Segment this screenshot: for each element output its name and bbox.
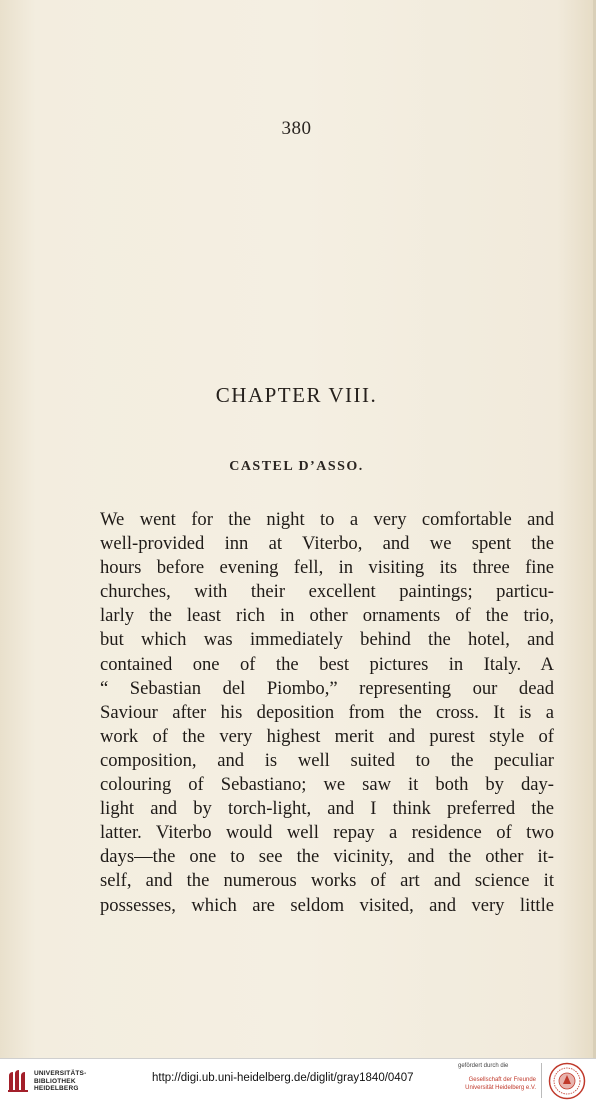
chapter-heading: CHAPTER VIII. bbox=[215, 383, 378, 407]
text-line: We went for the night to a very comfortable and bbox=[100, 509, 554, 530]
text-line: latter. Viterbo would well repay a residence of two bbox=[100, 822, 554, 844]
library-name-line: BIBLIOTHEK bbox=[34, 1077, 76, 1085]
text-line: “ Sebastian del Piombo,” representing our dead bbox=[100, 677, 554, 699]
sponsor-credit bbox=[448, 1062, 540, 1092]
sponsor-label: gefördert durch die bbox=[458, 1063, 509, 1069]
library-logo-icon bbox=[6, 1068, 32, 1094]
body-paragraph bbox=[100, 508, 554, 918]
page-number: 380 bbox=[281, 118, 312, 139]
text-line: light and by torch-light, and I think preferred the bbox=[100, 798, 554, 820]
footer-divider bbox=[541, 1063, 542, 1098]
sponsor-name-line: Universität Heidelberg e.V. bbox=[465, 1085, 536, 1091]
sponsor-name-line: Gesellschaft der Freunde bbox=[468, 1077, 536, 1083]
text-line: possesses, which are seldom visited, and very little bbox=[100, 894, 554, 916]
section-title: CASTEL D’ASSO. bbox=[229, 459, 364, 474]
text-line: composition, and is well suited to the peculiar bbox=[100, 749, 554, 771]
text-line: work of the very highest merit and purest style of bbox=[100, 725, 554, 747]
library-name-line: HEIDELBERG bbox=[34, 1085, 79, 1092]
text-line: colouring of Sebastiano; we saw it both by day- bbox=[100, 774, 554, 796]
digitization-footer bbox=[0, 1058, 596, 1102]
library-name bbox=[34, 1070, 86, 1093]
text-line: larly the least rich in other ornaments of the trio, bbox=[100, 605, 554, 627]
text-line: self, and the numerous works of art and science it bbox=[100, 870, 554, 892]
text-line: well-provided inn at Viterbo, and we spent the bbox=[100, 533, 554, 555]
university-seal-icon bbox=[548, 1062, 586, 1100]
library-name-line: UNIVERSITÄTS- bbox=[34, 1070, 87, 1077]
text-line: days—the one to see the vicinity, and the other it- bbox=[100, 846, 554, 868]
text-line: hours before evening fell, in visiting its three fine bbox=[100, 557, 554, 579]
permalink-url[interactable]: http://digi.ub.uni-heidelberg.de/diglit/gray1840/0407 bbox=[152, 1072, 414, 1084]
text-line: contained one of the best pictures in Italy. A bbox=[100, 653, 554, 675]
text-line: but which was immediately behind the hotel, and bbox=[100, 629, 554, 651]
text-line: Saviour after his deposition from the cross. It is a bbox=[100, 701, 554, 723]
text-line: churches, with their excellent paintings; particu- bbox=[100, 581, 554, 603]
